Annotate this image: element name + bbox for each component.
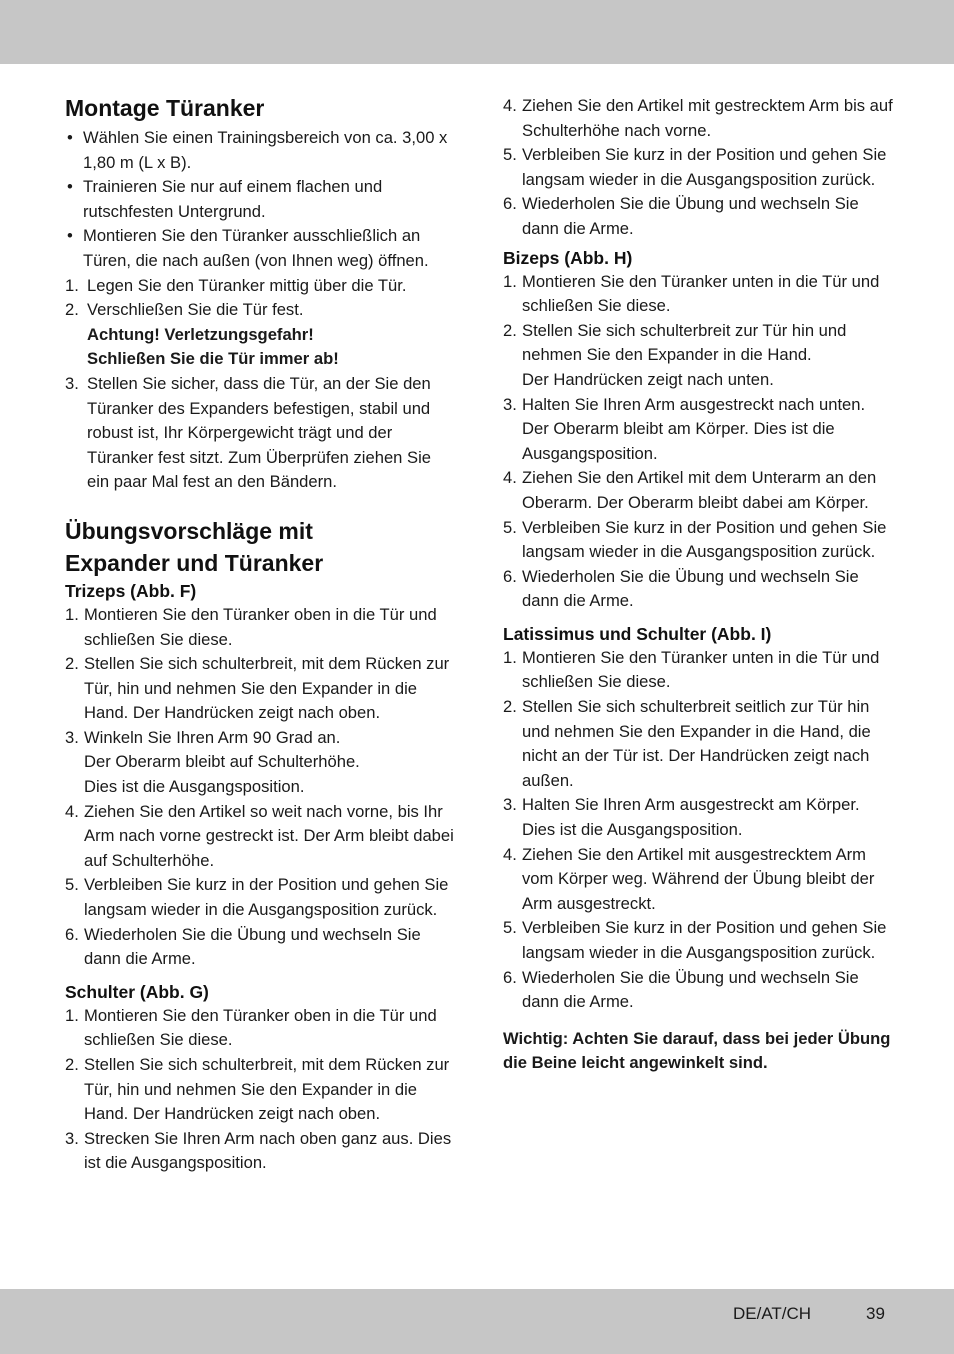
bullet-item: • Trainieren Sie nur auf einem flachen und rutschfesten Untergrund. (65, 175, 455, 224)
step-number: 6. (503, 566, 517, 586)
step-item (65, 652, 455, 726)
step-text: Legen Sie den Türanker mittig über die Tür. (87, 275, 407, 295)
right-column (503, 94, 895, 1093)
page-number: 39 (866, 1304, 885, 1323)
step-number: 2. (65, 300, 79, 320)
section-title-uebungen (65, 515, 455, 579)
step-number: 1. (503, 647, 517, 667)
step-text: Stellen Sie sicher, dass die Tür, an der Sie den Türanker des Expanders befestigen, stabil und robust ist, Ihr Körpergewicht trägt und der Türanker fest sitzt. Zum Überprüfen ziehen Sie ein paar Mal fest an den Bändern. (87, 373, 432, 492)
subsection-title-bizeps: Bizeps (Abb. H) (503, 247, 633, 268)
step-number: 4. (503, 468, 517, 488)
step-number: 5. (503, 145, 517, 165)
trizeps-step-list (65, 603, 455, 972)
step-item (65, 873, 455, 922)
step-number: 2. (503, 320, 517, 340)
step-item (503, 793, 895, 842)
step-number: 5. (503, 517, 517, 537)
step-item (503, 270, 895, 319)
step-text: Winkeln Sie Ihren Arm 90 Grad an. (84, 727, 341, 747)
step-text: Strecken Sie Ihren Arm nach oben ganz aus. Dies ist die Ausgangsposition. (84, 1128, 452, 1173)
subsection-title-latissimus: Latissimus und Schulter (Abb. I) (503, 623, 772, 644)
step-item (503, 143, 895, 192)
header-band (0, 0, 954, 64)
step-number: 2. (65, 1055, 79, 1074)
step-text: Stellen Sie sich schulterbreit, mit dem Rücken zur Tür, hin und nehmen Sie den Expander in die Hand. Der Handrücken zeigt nach oben. (84, 654, 450, 723)
step-number: 3. (65, 727, 79, 747)
step-text: Halten Sie Ihren Arm ausgestreckt nach unten. Der Oberarm bleibt am Körper. Dies ist die Ausgangsposition. (522, 394, 866, 463)
step-text: Ziehen Sie den Artikel mit ausgestrecktem Arm vom Körper weg. Während der Übung bleibt der Arm ausgestreckt. (522, 844, 875, 913)
montage-step-list (65, 274, 455, 495)
step-text: Verbleiben Sie kurz in der Position und gehen Sie langsam wieder in die Ausgangsposition zurück. (522, 918, 887, 962)
schulter-step-list (65, 1004, 455, 1176)
step-item (503, 916, 895, 965)
latissimus-step-list (503, 646, 895, 1015)
step-text: Ziehen Sie den Artikel mit gestrecktem Arm bis auf Schulterhöhe nach vorne. (522, 96, 893, 140)
step-text: Wiederholen Sie die Übung und wechseln Sie dann die Arme. (84, 924, 421, 969)
step-item (503, 192, 895, 241)
step-text: Halten Sie Ihren Arm ausgestreckt am Körper. Dies ist die Ausgangsposition. (522, 795, 860, 840)
step-number: 6. (503, 194, 517, 214)
step-number: 1. (65, 1005, 79, 1025)
step-item (503, 319, 895, 393)
bizeps-step-list (503, 270, 895, 614)
step-text: Montieren Sie den Türanker oben in die Tür und schließen Sie diese. (84, 1005, 437, 1050)
step-text: Verbleiben Sie kurz in der Position und gehen Sie langsam wieder in die Ausgangsposition zurück. (522, 145, 887, 189)
bullet-item: • Montieren Sie den Türanker ausschließlich an Türen, die nach außen (von Ihnen weg) öffnen. (65, 224, 455, 273)
step-number: 6. (503, 967, 517, 987)
step-text: Verbleiben Sie kurz in der Position und gehen Sie langsam wieder in die Ausgangsposition zurück. (84, 875, 449, 920)
left-column (65, 92, 455, 1176)
step-text: Stellen Sie sich schulterbreit, mit dem Rücken zur Tür, hin und nehmen Sie den Expander in die Hand. Der Handrücken zeigt nach oben. (84, 1055, 450, 1124)
step-item (503, 966, 895, 1015)
step-item (503, 516, 895, 565)
step-number: 5. (503, 918, 517, 938)
step-number: 1. (65, 604, 79, 624)
step-item (65, 1053, 455, 1127)
step-item (503, 393, 895, 467)
subsection-title-schulter: Schulter (Abb. G) (65, 981, 209, 1002)
step-item (503, 843, 895, 917)
step-number: 1. (503, 271, 517, 291)
step-item (65, 274, 455, 299)
schulter-continued-step-list (503, 94, 895, 242)
section-title-montage: Montage Türanker (65, 95, 265, 121)
step-number: 4. (65, 801, 79, 821)
step-item (503, 695, 895, 793)
step-number: 3. (503, 795, 517, 815)
subsection-title-trizeps: Trizeps (Abb. F) (65, 580, 197, 601)
step-item (65, 800, 455, 874)
step-text: Der Handrücken zeigt nach unten. (522, 369, 774, 389)
step-text: Verschließen Sie die Tür fest. (87, 300, 304, 320)
warning-text: Achtung! Verletzungsgefahr! (87, 324, 314, 344)
step-number: 3. (503, 394, 517, 414)
bullet-item: • Wählen Sie einen Trainingsbereich von ca. 3,00 x 1,80 m (L x B). (65, 126, 455, 175)
step-number: 1. (65, 275, 79, 295)
step-item (65, 923, 455, 972)
step-text: Wiederholen Sie die Übung und wechseln Sie dann die Arme. (522, 967, 859, 1012)
step-text: Dies ist die Ausgangsposition. (84, 777, 305, 797)
important-note: Wichtig: Achten Sie darauf, dass bei jeder Übung die Beine leicht angewinkelt sind. (503, 1028, 891, 1073)
title-line: Übungsvorschläge mit (65, 517, 313, 544)
step-number: 3. (65, 373, 79, 393)
step-item (65, 1004, 455, 1053)
step-item (65, 603, 455, 652)
step-text: Stellen Sie sich schulterbreit seitlich zur Tür hin und nehmen Sie den Expander in die Hand, die nicht an der Tür ist. Der Handrücken zeigt nach außen. (522, 697, 871, 790)
step-item (65, 298, 455, 372)
step-text: Der Oberarm bleibt auf Schulterhöhe. (84, 752, 360, 772)
step-text: Montieren Sie den Türanker unten in die Tür und schließen Sie diese. (522, 271, 880, 316)
title-line: Expander und Türanker (65, 549, 324, 576)
step-item (65, 1127, 455, 1176)
step-item (503, 565, 895, 614)
step-number: 2. (503, 697, 517, 717)
step-text: Ziehen Sie den Artikel so weit nach vorne, bis Ihr Arm nach vorne gestreckt ist. Der Arm bleibt dabei auf Schulterhöhe. (84, 801, 454, 870)
step-text: Verbleiben Sie kurz in der Position und gehen Sie langsam wieder in die Ausgangsposition zurück. (522, 517, 887, 562)
step-item (503, 646, 895, 695)
footer-region-label: DE/AT/CH (733, 1304, 812, 1323)
step-text: Ziehen Sie den Artikel mit dem Unterarm an den Oberarm. Der Oberarm bleibt dabei am Körper. (522, 468, 877, 512)
step-text: Stellen Sie sich schulterbreit zur Tür hin und nehmen Sie den Expander in die Hand. (522, 320, 847, 365)
montage-bullet-list (65, 126, 455, 274)
step-number: 5. (65, 875, 79, 895)
step-number: 2. (65, 654, 79, 674)
step-item (503, 466, 895, 515)
step-item (503, 94, 895, 143)
step-text: Wiederholen Sie die Übung und wechseln Sie dann die Arme. (522, 566, 859, 611)
step-number: 3. (65, 1128, 79, 1148)
step-text: Montieren Sie den Türanker unten in die Tür und schließen Sie diese. (522, 647, 880, 692)
step-number: 4. (503, 96, 517, 115)
step-number: 4. (503, 844, 517, 864)
step-text: Montieren Sie den Türanker oben in die Tür und schließen Sie diese. (84, 604, 437, 649)
warning-text: Schließen Sie die Tür immer ab! (87, 349, 339, 369)
step-item (65, 726, 455, 800)
step-text: Wiederholen Sie die Übung und wechseln Sie dann die Arme. (522, 194, 859, 238)
step-number: 6. (65, 924, 79, 944)
step-item (65, 372, 455, 495)
